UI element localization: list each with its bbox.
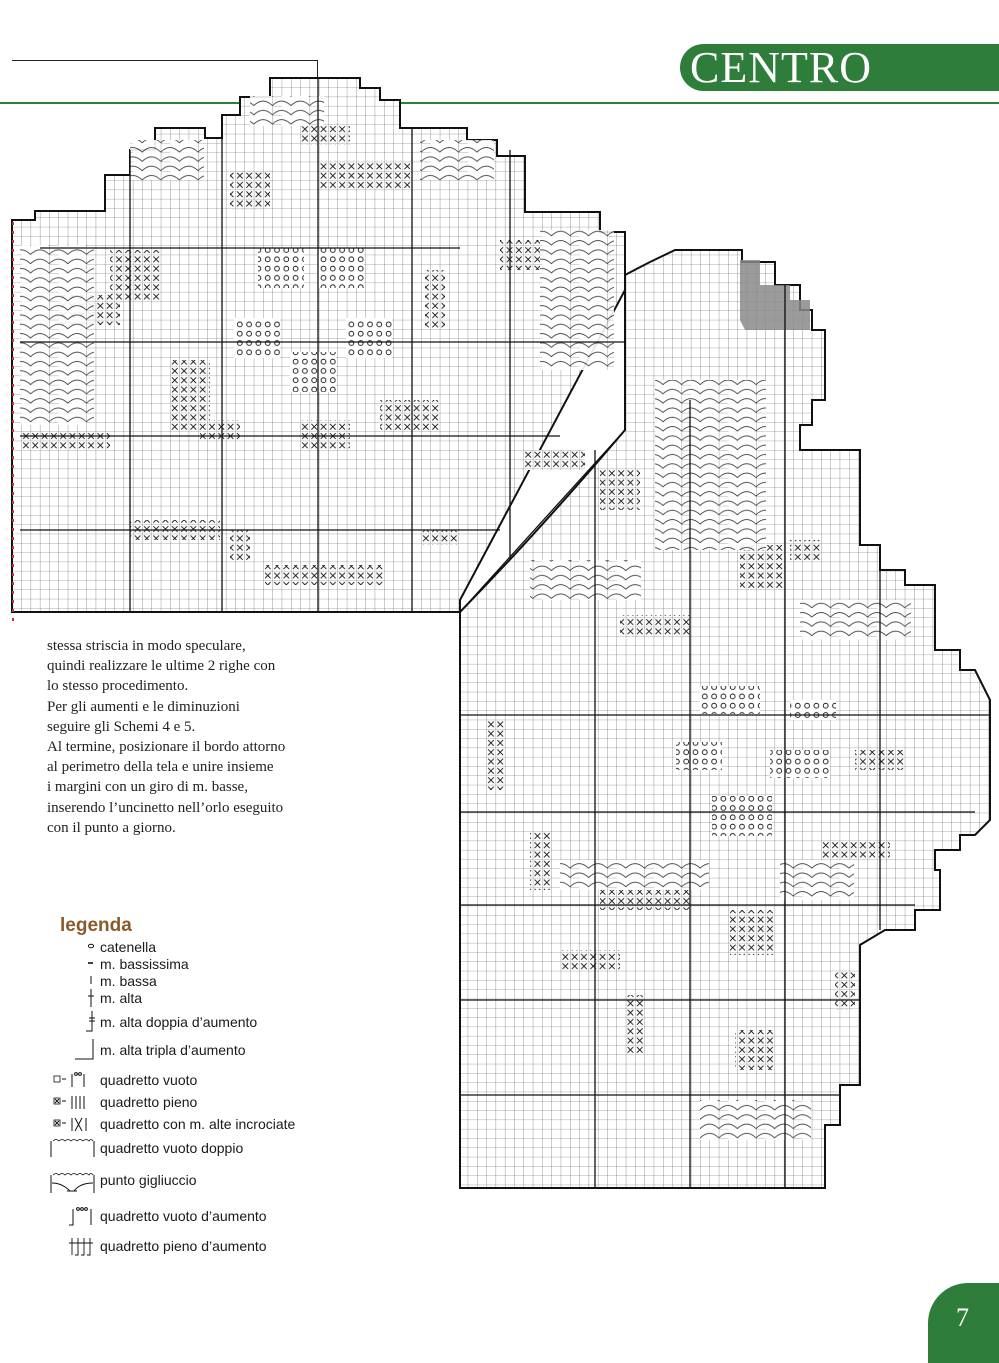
legend-label: quadretto vuoto d’aumento [100, 1208, 267, 1224]
open-mesh-increase-icon [40, 1205, 100, 1227]
double-crochet-icon [40, 987, 100, 1009]
legend-label: quadretto vuoto [100, 1072, 198, 1088]
instruction-line: Al termine, posizionare il bordo attorno [47, 739, 286, 756]
instruction-line: lo stesso procedimento. [47, 678, 189, 695]
crossed-dc-mesh-icon [40, 1113, 100, 1135]
instruction-line: seguire gli Schemi 4 e 5. [47, 718, 196, 735]
triple-treble-increase-icon [40, 1039, 100, 1061]
instruction-line: i margini con un giro di m. basse, [47, 779, 248, 796]
legend-label: quadretto con m. alte incrociate [100, 1116, 296, 1132]
legend-item [40, 1091, 380, 1113]
page-number: 7 [956, 1303, 969, 1332]
filled-block-increase-icon [40, 1235, 100, 1257]
legend-label: m. bassissima [100, 956, 189, 972]
legend-item [40, 1113, 380, 1135]
legend-label: m. bassa [100, 973, 157, 989]
legend-label: quadretto vuoto doppio [100, 1140, 244, 1156]
legend-item [40, 1069, 380, 1091]
legend-label: punto gigliuccio [100, 1172, 197, 1188]
legend-title: legenda [60, 915, 132, 936]
instruction-line: stessa striscia in modo speculare, [47, 638, 246, 654]
page-number-badge [928, 1283, 999, 1363]
instruction-text [47, 636, 347, 838]
instruction-line: con il punto a giorno. [47, 819, 176, 836]
legend-label: quadretto pieno d’aumento [100, 1238, 267, 1254]
filled-block-icon [40, 1091, 100, 1113]
legend-label: quadretto pieno [100, 1094, 198, 1110]
legend-label: catenella [100, 939, 157, 955]
legend-item [40, 1169, 380, 1191]
double-open-mesh-icon [40, 1137, 100, 1159]
legend-item [40, 987, 380, 1009]
legend-item [40, 1235, 380, 1257]
instruction-line: al perimetro della tela e unire insieme [47, 759, 274, 776]
legend-label: m. alta doppia d’aumento [100, 1014, 258, 1030]
section-title: CENTRO [690, 43, 872, 92]
legend-label: m. alta tripla d’aumento [100, 1042, 246, 1058]
instruction-line: quindi realizzare le ultime 2 righe con [47, 658, 276, 675]
lily-stitch-icon [40, 1169, 100, 1199]
open-mesh-icon [40, 1069, 100, 1091]
legend-item [40, 1011, 380, 1033]
treble-increase-icon [40, 1011, 100, 1033]
legend-item [40, 1205, 380, 1227]
legend-item [40, 1039, 380, 1061]
instruction-line: inserendo l’uncinetto nell’orlo eseguito [47, 799, 284, 816]
legend-label: m. alta [100, 990, 143, 1006]
legend-item [40, 1137, 380, 1159]
instruction-line: Per gli aumenti e le diminuzioni [47, 698, 240, 715]
